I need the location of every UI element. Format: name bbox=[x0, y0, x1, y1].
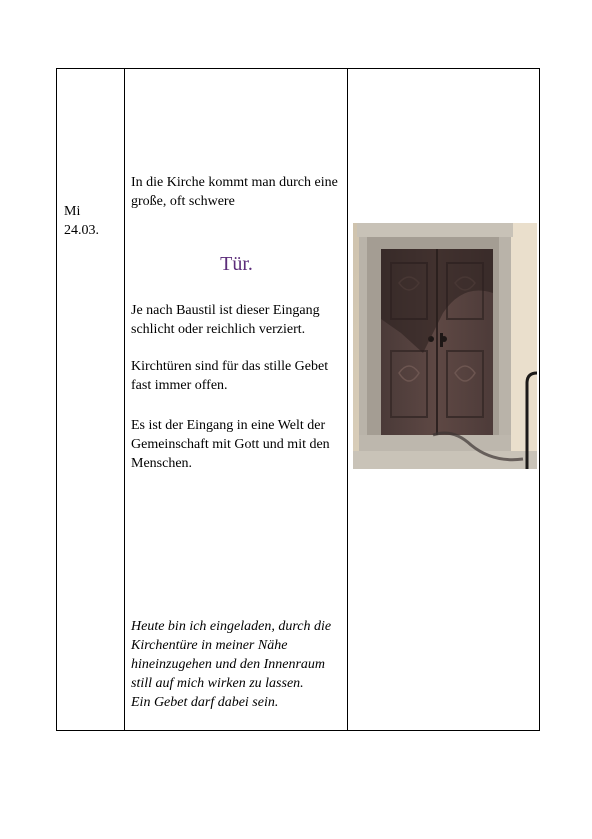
invitation-line: Heute bin ich eingeladen, durch die Kirchentüre in meiner Nähe hineinzugehen und den Innenraum still auf mich wirken zu lassen. bbox=[131, 619, 332, 691]
date-label bbox=[57, 69, 124, 240]
paragraph-architecture: Je nach Baustil ist dieser Eingang schlicht oder reichlich verziert. bbox=[131, 303, 320, 337]
calendar-table bbox=[56, 68, 540, 731]
weekday-text: Mi bbox=[64, 204, 81, 219]
paragraph-open-doors: Kirchtüren sind für das stille Gebet fast immer offen. bbox=[131, 359, 329, 393]
church-door-photo bbox=[353, 223, 537, 469]
paragraph-community: Es ist der Eingang in eine Welt der Gemeinschaft mit Gott und mit den Menschen. bbox=[131, 418, 330, 471]
intro-text: In die Kirche kommt man durch eine große, oft schwere bbox=[131, 175, 338, 209]
date-cell bbox=[57, 69, 125, 731]
table-row bbox=[57, 69, 540, 731]
invitation-text bbox=[131, 617, 345, 712]
invitation-line: Ein Gebet darf dabei sein. bbox=[131, 695, 279, 710]
text-cell bbox=[125, 69, 348, 731]
door-heading: Tür. bbox=[220, 253, 253, 275]
image-cell bbox=[348, 69, 540, 731]
day-text: 24.03. bbox=[64, 223, 99, 238]
